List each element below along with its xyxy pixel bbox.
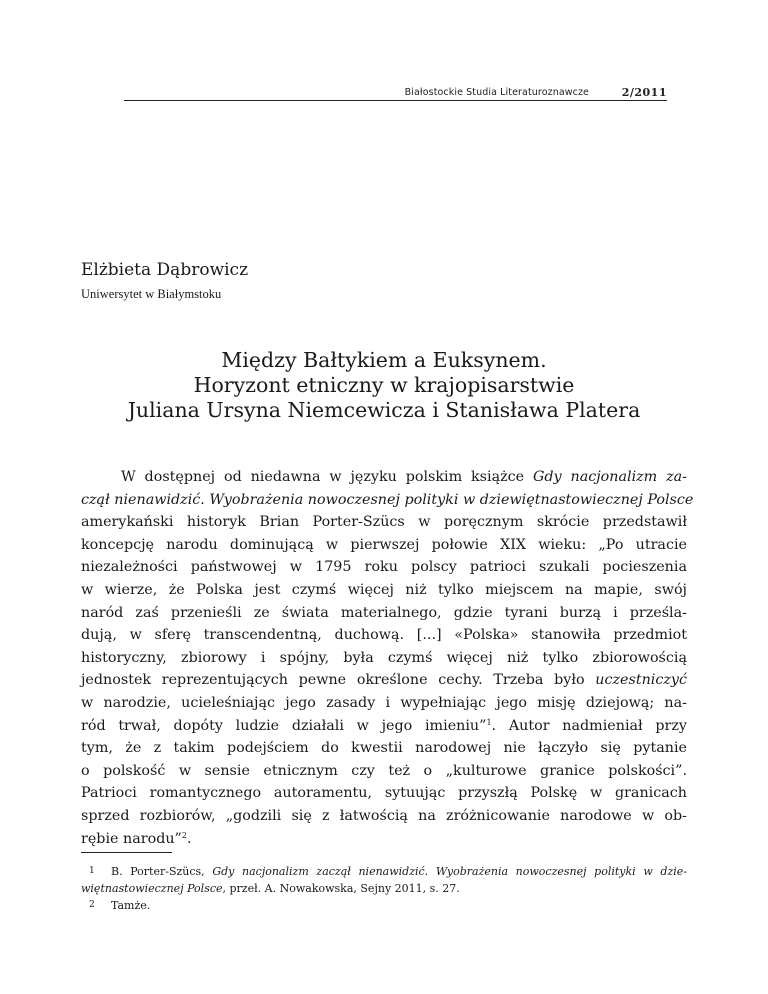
body-line: czął nienawidzić. Wyobrażenia nowoczesnej polityki w dziewiętnastowiecznej Polsce bbox=[81, 491, 694, 508]
body-paragraph bbox=[81, 466, 694, 850]
footnote-ref[interactable]: 2 bbox=[181, 830, 187, 840]
title-line: Horyzont etniczny w krajopisarstwie bbox=[193, 373, 575, 397]
footnote-rule bbox=[81, 852, 172, 853]
body-line: rębie narodu”$^2$. bbox=[81, 830, 192, 847]
body-line: naród zaś przenieśli ze świata materialnego, gdzie tyrani burzą i prześla- bbox=[81, 604, 687, 621]
body-line: o polskość w sensie etnicznym czy też o „kulturowe granice polskości”. bbox=[81, 762, 687, 779]
body-line: historyczny, zbiorowy i spójny, była czymś więcej niż tylko zbiorowością bbox=[81, 649, 687, 666]
author-name: Elżbieta Dąbrowicz bbox=[81, 260, 249, 280]
footnotes bbox=[81, 863, 687, 914]
issue-number: 2/2011 bbox=[621, 86, 667, 99]
header-rule bbox=[124, 100, 667, 101]
title-line: Między Bałtykiem a Euksynem. bbox=[221, 348, 547, 372]
footnote-ref[interactable]: 1 bbox=[486, 717, 492, 727]
body-line: amerykański historyk Brian Porter-Szücs w poręcznym skrócie przedstawił bbox=[81, 514, 687, 531]
body-line: tym, że z takim podejściem do kwestii narodowej nie łączyło się pytanie bbox=[81, 740, 687, 757]
journal-name: Białostockie Studia Literaturoznawcze bbox=[404, 87, 589, 98]
body-line: W dostępnej od niedawna w języku polskim książce Gdy nacjonalizm za- bbox=[121, 469, 687, 485]
body-line: niezależności państwowej w 1795 roku polscy patrioci szukali pocieszenia bbox=[81, 559, 687, 576]
footnote-1: 1 B. Porter-Szücs, Gdy nacjonalizm zaczął nienawidzić. Wyobrażenia nowoczesnej polityki w dzie- bbox=[89, 865, 687, 878]
body-line: koncepcję narodu dominującą w pierwszej połowie XIX wieku: „Po utracie bbox=[81, 536, 687, 553]
author-affiliation: Uniwersytet w Białymstoku bbox=[81, 287, 222, 301]
footnote-2: 2 Tamże. bbox=[89, 899, 151, 912]
body-line: w narodzie, ucieleśniając jego zasady i wypełniając jego misję dziejową; na- bbox=[81, 694, 687, 711]
body-line: ród trwał, dopóty ludzie działali w jego imieniu”$^1$. Autor nadmieniał przy bbox=[81, 717, 687, 734]
body-line: Patrioci romantycznego autoramentu, sytuując przyszłą Polskę w granicach bbox=[81, 785, 687, 802]
footnote-number: 2 bbox=[89, 900, 95, 910]
running-header bbox=[124, 86, 667, 100]
body-line: w wierze, że Polska jest czymś więcej niż tylko miejscem na mapie, swój bbox=[81, 581, 687, 598]
article-title bbox=[81, 348, 687, 423]
footnote-1-cont: więtnastowiecznej Polsce, przeł. A. Nowakowska, Sejny 2011, s. 27. bbox=[81, 882, 460, 895]
title-line: Juliana Ursyna Niemcewicza i Stanisława Platera bbox=[127, 398, 641, 422]
body-line: sprzed rozbiorów, „godzili się z łatwością na zróżnicowanie narodowe w ob- bbox=[81, 807, 687, 824]
footnote-number: 1 bbox=[89, 866, 95, 876]
body-line: jednostek reprezentujących pewne określone cechy. Trzeba było uczestniczyć bbox=[81, 672, 687, 689]
body-line: dują, w sferę transcendentną, duchową. [...] «Polska» stanowiła przedmiot bbox=[81, 627, 687, 644]
